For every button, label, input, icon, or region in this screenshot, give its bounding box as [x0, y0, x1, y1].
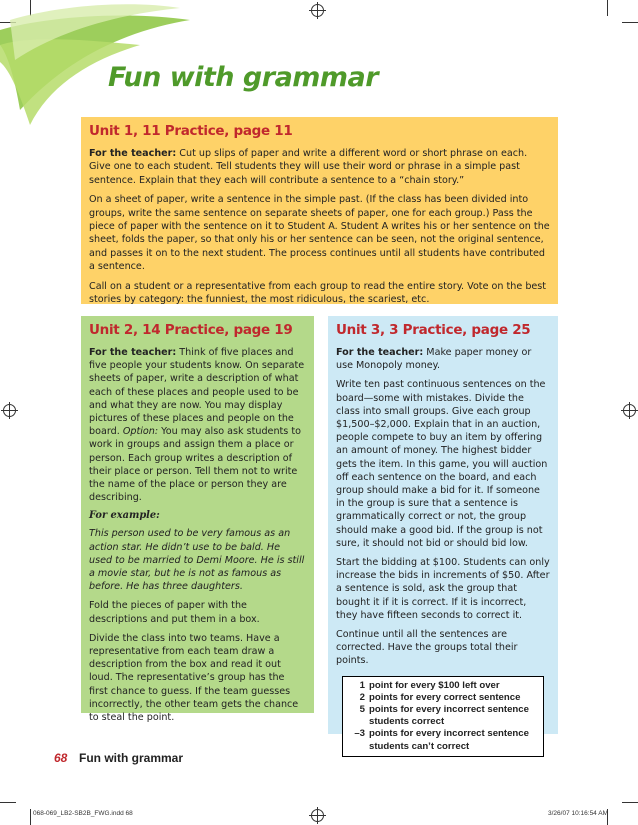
points-number: 1 [359, 679, 365, 691]
points-text: points for every incorrect sentence students can’t correct [369, 728, 529, 752]
points-box [342, 676, 544, 757]
unit2-box [81, 316, 314, 724]
unit3-paragraph: Write ten past continuous sentences on the board—some with mistakes. Divide the class into small groups. Give each group $1,500–$2,000. Explain that in an auction, people compete to buy an item by offering an amount of money. The highest bidder gets the item. In this game, you will auction off each sentence on the board, and each group should make a bid for it. If someone in the group is sure that a sentence is grammatically correct or not, the group should make a good bid. If the group is not sure, it should not bid or should bid low. [336, 379, 548, 549]
page-number: 68 [54, 751, 68, 765]
points-row [351, 704, 537, 728]
registration-mark-icon [311, 809, 324, 822]
unit1-paragraph: On a sheet of paper, write a sentence in the simple past. (If the class has been divided into groups, write the same sentence on separate sheets of paper, one for each group.) Pass the piece of paper with the sentence on it to Student A. Student A writes his or her sentence on the sheet, folds the paper, so that only his or her sentence can be seen, not the original sentence, and passes it on to the next student. The process continues until all students have contributed a sentence. [89, 194, 550, 273]
slug-file-info: 068-069_LB2-SB2B_FWG.indd 68 [33, 810, 133, 817]
unit1-paragraph: Call on a student or a representative from each group to read the entire story. Vote on the best stories by category: the funniest, the most ridiculous, the scariest, etc. [89, 280, 547, 306]
points-number: 5 [359, 704, 365, 716]
crop-mark [0, 802, 16, 803]
unit2-para1-text-a: Think of five places and five people your students know. On separate sheets of paper, write a description of what each of these places and people used to be and what they are now. You may display pictures of these places and people on the board. [89, 347, 305, 438]
crop-mark [622, 802, 638, 803]
crop-mark [30, 809, 31, 825]
example-label: For example: [89, 510, 160, 522]
unit3-heading: Unit 3, 3 Practice, page 25 [336, 322, 531, 338]
unit3-box [328, 316, 558, 752]
unit1-box [81, 117, 558, 304]
points-text: points for every correct sentence [369, 691, 521, 703]
registration-mark-icon [623, 404, 636, 417]
footer-label: Fun with grammar [79, 751, 184, 765]
points-number: 2 [359, 691, 365, 703]
example-text: This person used to be very famous as an action star. He didn’t use to be bald. He used to be married to Demi Moore. He is still a movie star, but he is not as famous as before. He has three daughters. [89, 528, 305, 593]
option-label: Option: [122, 426, 159, 438]
points-text: points for every incorrect sentence students correct [369, 704, 529, 728]
crop-mark [607, 0, 608, 16]
unit1-para1-text: Cut up slips of paper and write a different word or short phrase on each. Give one to each student. Tell students they will use their word or phrase in a simple past sentence. Explain that they each will contribute a sentence to a “chain story.” [89, 148, 528, 186]
crop-mark [622, 22, 638, 23]
unit3-paragraph: Start the bidding at $100. Students can only increase the bids in increments of $50. After a sentence is sold, ask the group that bought it if it is correct. If it is incorrect, they have fifteen seconds to correct it. [336, 557, 550, 621]
unit3-paragraph: Continue until all the sentences are corrected. Have the groups total their points. [336, 629, 518, 667]
points-row [351, 728, 537, 752]
page-title: Fun with grammar [108, 62, 379, 93]
unit2-heading: Unit 2, 14 Practice, page 19 [89, 322, 293, 338]
unit2-paragraph: Fold the pieces of paper with the descriptions and put them in a box. [89, 600, 260, 625]
unit1-heading: Unit 1, 11 Practice, page 11 [89, 123, 293, 139]
unit2-para1-text-b: You may also ask students to work in groups and assign them a place or person. Each group writes a description of their place or person. Tell them not to write the name of the place or person they are describing. [89, 426, 301, 504]
points-text: point for every $100 left over [369, 679, 500, 691]
teacher-label: For the teacher: [89, 148, 177, 159]
points-row [351, 692, 537, 704]
teacher-label: For the teacher: [336, 347, 424, 358]
unit2-paragraph [89, 346, 306, 504]
unit3-paragraph [336, 346, 550, 372]
unit3-para1-text: Make paper money or use Monopoly money. [336, 347, 532, 372]
teacher-label: For the teacher: [89, 347, 177, 358]
registration-mark-icon [311, 4, 324, 17]
unit2-paragraph: Divide the class into two teams. Have a representative from each team draw a description from the box and read it out loud. The representative’s group has the first chance to guess. If the team guesses incorrectly, the other team gets the chance to steal the point. [89, 632, 299, 724]
registration-mark-icon [3, 404, 16, 417]
points-number: –3 [354, 728, 365, 740]
slug-timestamp: 3/26/07 10:16:54 AM [548, 810, 608, 817]
points-row [351, 680, 537, 692]
unit1-paragraph [89, 147, 550, 187]
